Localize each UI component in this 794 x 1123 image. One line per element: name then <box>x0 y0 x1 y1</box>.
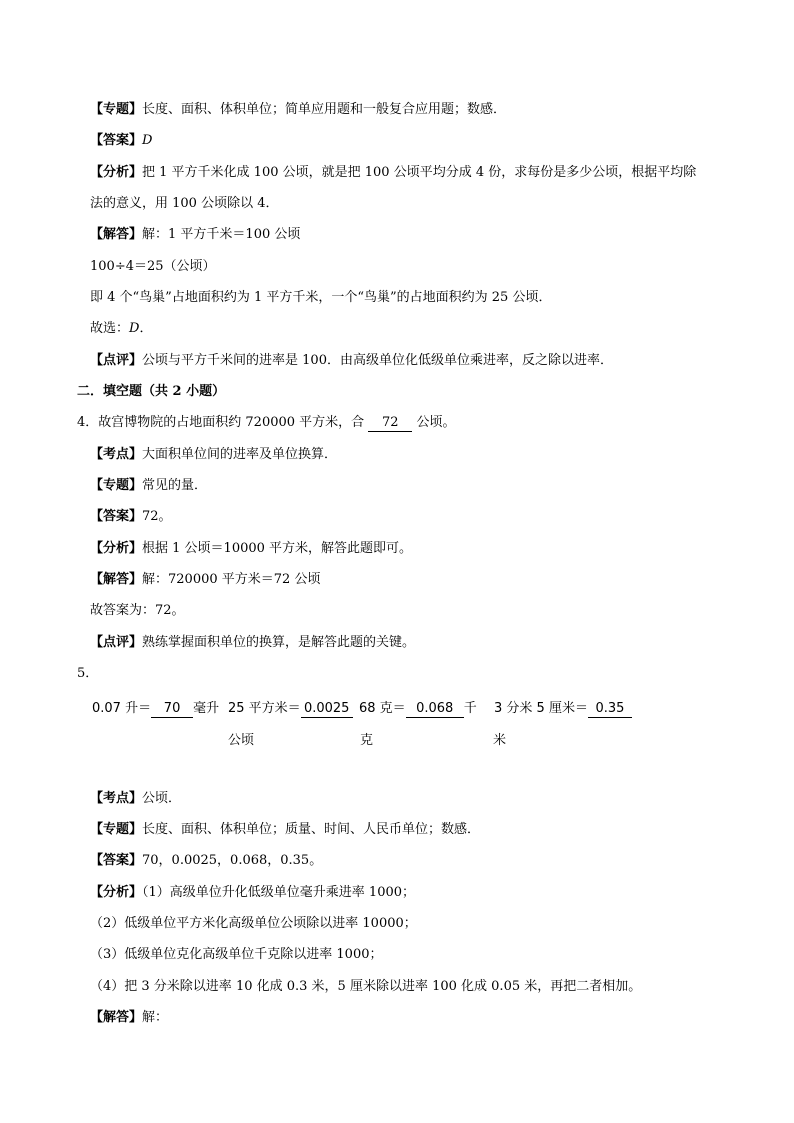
q5-number: 5． <box>77 666 99 681</box>
q4-zhuanti-line <box>90 477 207 495</box>
zhuanti-label: 【专题】 <box>90 102 143 117</box>
zhuanti-text: 长度、面积、体积单位；质量、时间、人民币单位；数感． <box>142 822 481 837</box>
q4-daan-line <box>90 508 172 526</box>
jieda-text: 解：720000 平方米＝72 公顷 <box>142 572 321 587</box>
kaodian-label: 【考点】 <box>90 791 143 806</box>
q5-fenxi-line-4: （4）把 3 分米除以进率 10 化成 0.3 米，5 厘米除以进率 100 化成 0.05 米，再把二者相加。 <box>90 979 642 994</box>
q4-jieda-line <box>90 571 320 589</box>
daan-label: 【答案】 <box>90 509 143 524</box>
kaodian-label: 【考点】 <box>90 447 143 462</box>
q5-fenxi-line-3: （3）低级单位克化高级单位千克除以进率 1000； <box>90 947 383 962</box>
jieda-text: 解： <box>142 1010 169 1025</box>
dianping-label: 【点评】 <box>90 635 143 650</box>
daan-label: 【答案】 <box>90 133 143 148</box>
q5-p3-answer-blank: 0.068 <box>406 701 464 718</box>
q5-item-1 <box>92 697 219 718</box>
jieda-label: 【解答】 <box>90 227 143 242</box>
q5-fenxi-line-2: （2）低级单位平方米化高级单位公顷除以进率 10000； <box>90 916 417 931</box>
fenxi-label: 【分析】 <box>90 885 143 900</box>
q5-p4-answer-blank: 0.35 <box>588 701 632 718</box>
q5-zhuanti-line <box>90 821 480 839</box>
q4-fenxi-line <box>90 540 412 558</box>
q5-kaodian-line <box>90 790 181 808</box>
dianping-label: 【点评】 <box>90 353 143 368</box>
q5-p2-unit: 公顷 <box>228 733 255 748</box>
q5-p2-answer-blank: 0.0025 <box>301 701 353 718</box>
dianping-text: 公顷与平方千米间的进率是 100．由高级单位化低级单位乘进率，反之除以进率． <box>142 353 613 368</box>
q3-fenxi-line-1 <box>90 164 696 182</box>
q3-zhuanti-line <box>90 101 506 119</box>
zhuanti-label: 【专题】 <box>90 478 143 493</box>
q3-dianping-line <box>90 352 613 370</box>
q5-p4-prefix: 3 分米 5 厘米＝ <box>494 701 588 716</box>
q5-p4-unit: 米 <box>493 733 507 748</box>
q5-p1-prefix: 0.07 升＝ <box>92 701 152 716</box>
fenxi-label: 【分析】 <box>90 165 143 180</box>
zhuanti-text: 长度、面积、体积单位；简单应用题和一般复合应用题；数感． <box>142 102 507 117</box>
q4-question-suffix: 公顷。 <box>416 415 456 430</box>
zhuanti-text: 常见的量． <box>142 478 208 493</box>
q4-question-prefix: 4．故宫博物院的占地面积约 720000 平方米，合 <box>77 415 365 430</box>
section-title: 二．填空题（共 2 小题） <box>77 384 226 399</box>
choice-letter: D <box>129 321 140 336</box>
q3-conclusion-line: 即 4 个“鸟巢”占地面积约为 1 平方千米，一个“鸟巢”的占地面积约为 25 公顷． <box>90 290 552 305</box>
q4-answer-blank: 72 <box>368 415 412 432</box>
q5-p1-suffix: 毫升 <box>193 701 220 716</box>
q5-item-2 <box>228 697 353 718</box>
fenxi-text: 把 1 平方千米化成 100 公顷，就是把 100 公顷平均分成 4 份，求每份是多少公顷，根据平均除 <box>142 165 697 180</box>
choice-suffix: ． <box>139 321 153 336</box>
kaodian-text: 大面积单位间的进率及单位换算． <box>142 447 338 462</box>
q3-jieda-line <box>90 226 300 244</box>
q5-jieda-line <box>90 1009 168 1027</box>
q5-p1-answer-blank: 70 <box>151 701 193 718</box>
q3-daan-line <box>90 132 152 150</box>
q4-kaodian-line <box>90 446 337 464</box>
daan-text: 72。 <box>142 509 172 524</box>
q5-p3-suffix: 千 <box>463 701 477 716</box>
daan-label: 【答案】 <box>90 853 143 868</box>
fenxi-text: 根据 1 公顷＝10000 平方米，解答此题即可。 <box>142 541 413 556</box>
q5-p2-prefix: 25 平方米＝ <box>228 701 301 716</box>
fenxi-label: 【分析】 <box>90 541 143 556</box>
dianping-text: 熟练掌握面积单位的换算，是解答此题的关键。 <box>142 635 416 650</box>
q3-fenxi-line-2: 法的意义，用 100 公顷除以 4． <box>90 196 279 211</box>
daan-text: 70，0.0025，0.068，0.35。 <box>142 853 323 868</box>
q3-calc-line: 100÷4＝25（公顷） <box>90 259 216 274</box>
q5-item-4 <box>494 697 632 718</box>
kaodian-text: 公顷． <box>142 791 182 806</box>
q4-gu-line: 故答案为：72。 <box>90 603 185 618</box>
q3-choice-line <box>90 320 152 338</box>
q5-fenxi-line-1 <box>90 884 415 902</box>
choice-prefix: 故选： <box>90 321 130 336</box>
zhuanti-label: 【专题】 <box>90 822 143 837</box>
q5-item-3 <box>359 697 477 718</box>
q5-daan-line <box>90 852 322 870</box>
jieda-text: 解：1 平方千米＝100 公顷 <box>142 227 301 242</box>
q4-dianping-line <box>90 634 415 652</box>
fenxi-text: （1）高级单位升化低级单位毫升乘进率 1000； <box>142 885 416 900</box>
q4-question-line <box>77 414 455 432</box>
jieda-label: 【解答】 <box>90 572 143 587</box>
jieda-label: 【解答】 <box>90 1010 143 1025</box>
daan-text: D <box>142 133 153 148</box>
q5-p3-unit: 克 <box>360 733 374 748</box>
q5-p3-prefix: 68 克＝ <box>359 701 406 716</box>
